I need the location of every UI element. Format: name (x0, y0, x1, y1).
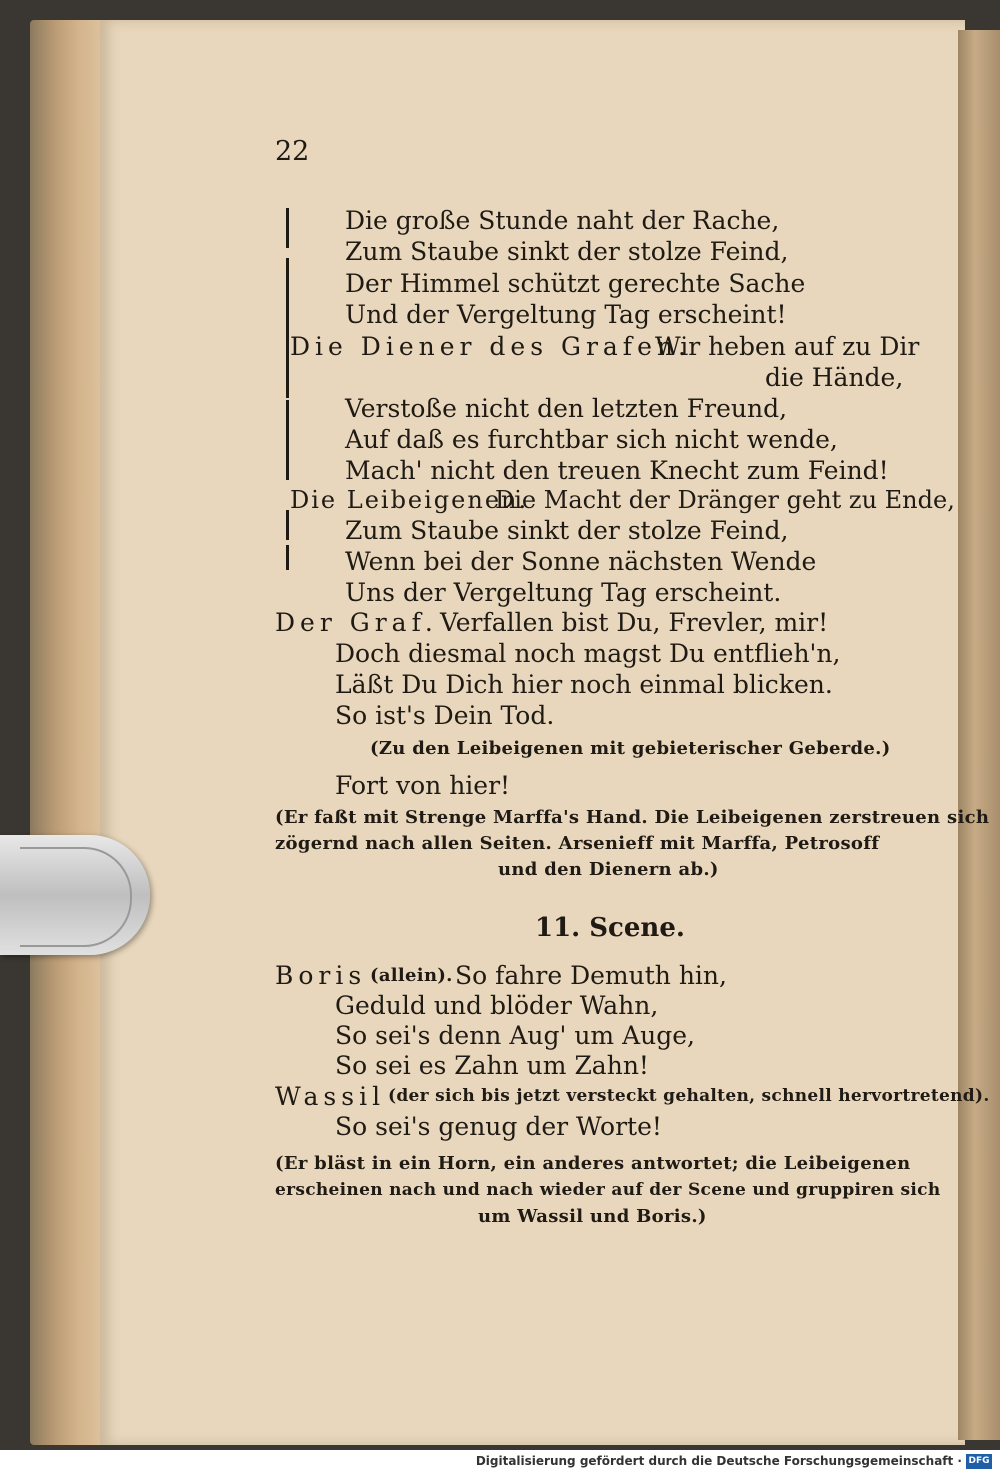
stage-direction: (der sich bis jetzt versteckt gehalten, schnell hervortretend). (388, 1086, 990, 1106)
verse-line: So ist's Dein Tod. (335, 701, 555, 730)
stage-direction: um Wassil und Boris.) (478, 1206, 707, 1227)
verse-line: Wir heben auf zu Dir (655, 332, 920, 361)
scene-heading: 11. Scene. (535, 913, 685, 943)
speaker-wassil: Wassil (275, 1082, 386, 1111)
verse-line: So sei's denn Aug' um Auge, (335, 1021, 695, 1050)
speaker-serfs: Die Leibeigenen. (290, 486, 529, 514)
verse-line: So sei's genug der Worte! (335, 1112, 662, 1141)
chorus-bar-5 (286, 545, 289, 570)
verse-line: die Hände, (765, 363, 904, 392)
verse-line: Verfallen bist Du, Frevler, mir! (440, 608, 829, 637)
verse-line: Fort von hier! (335, 771, 511, 800)
verse-line: So fahre Demuth hin, (455, 961, 727, 990)
stage-direction: (Er bläst in ein Horn, ein anderes antwortet; die Leibeigenen (275, 1153, 911, 1174)
stage-direction: erscheinen nach und nach wieder auf der Scene und gruppiren sich (275, 1180, 941, 1200)
verse-line: Doch diesmal noch magst Du entflieh'n, (335, 639, 841, 668)
chorus-bar-1 (286, 208, 289, 248)
book-edge-left (30, 20, 110, 1445)
verse-line: Zum Staube sinkt der stolze Feind, (345, 516, 789, 545)
verse-line: Auf daß es furchtbar sich nicht wende, (345, 425, 838, 454)
stage-direction: (Er faßt mit Strenge Marffa's Hand. Die Leibeigenen zerstreuen sich (275, 807, 990, 828)
stage-direction: (Zu den Leibeigenen mit gebieterischer Geberde.) (370, 738, 891, 759)
verse-line: Läßt Du Dich hier noch einmal blicken. (335, 670, 833, 699)
funding-credit: Digitalisierung gefördert durch die Deutsche Forschungsgemeinschaft · (475, 1454, 962, 1468)
verse-line: Und der Vergeltung Tag erscheint! (345, 300, 787, 329)
verse-line: Geduld und blöder Wahn, (335, 991, 659, 1020)
verse-line: Verstoße nicht den letzten Freund, (345, 394, 788, 423)
chorus-bar-4 (286, 510, 289, 540)
verse-line: Die große Stunde naht der Rache, (345, 206, 780, 235)
chorus-bar-3 (286, 400, 289, 480)
speaker-count: Der Graf. (275, 608, 438, 637)
verse-line: Uns der Vergeltung Tag erscheint. (345, 578, 782, 607)
stage-direction: (allein). (370, 965, 453, 986)
stage-direction: und den Dienern ab.) (498, 859, 719, 880)
page-number: 22 (275, 136, 310, 167)
dfg-logo-icon: DFG (966, 1454, 992, 1469)
verse-line: Zum Staube sinkt der stolze Feind, (345, 237, 789, 266)
footer-bar (0, 1450, 1000, 1475)
verse-line: Wenn bei der Sonne nächsten Wende (345, 547, 817, 576)
verse-line: Mach' nicht den treuen Knecht zum Feind! (345, 456, 889, 485)
stage-direction: zögernd nach allen Seiten. Arsenieff mit Marffa, Petrosoff (275, 833, 880, 854)
verse-line: Die Macht der Dränger geht zu Ende, (495, 486, 955, 514)
verse-line: Der Himmel schützt gerechte Sache (345, 269, 806, 298)
book-edge-right (958, 30, 1000, 1440)
scanner-clip (0, 835, 150, 955)
chorus-bar-2 (286, 258, 289, 398)
speaker-boris: Boris (275, 961, 367, 990)
speaker-servants: Die Diener des Grafen. (290, 332, 691, 361)
verse-line: So sei es Zahn um Zahn! (335, 1051, 649, 1080)
